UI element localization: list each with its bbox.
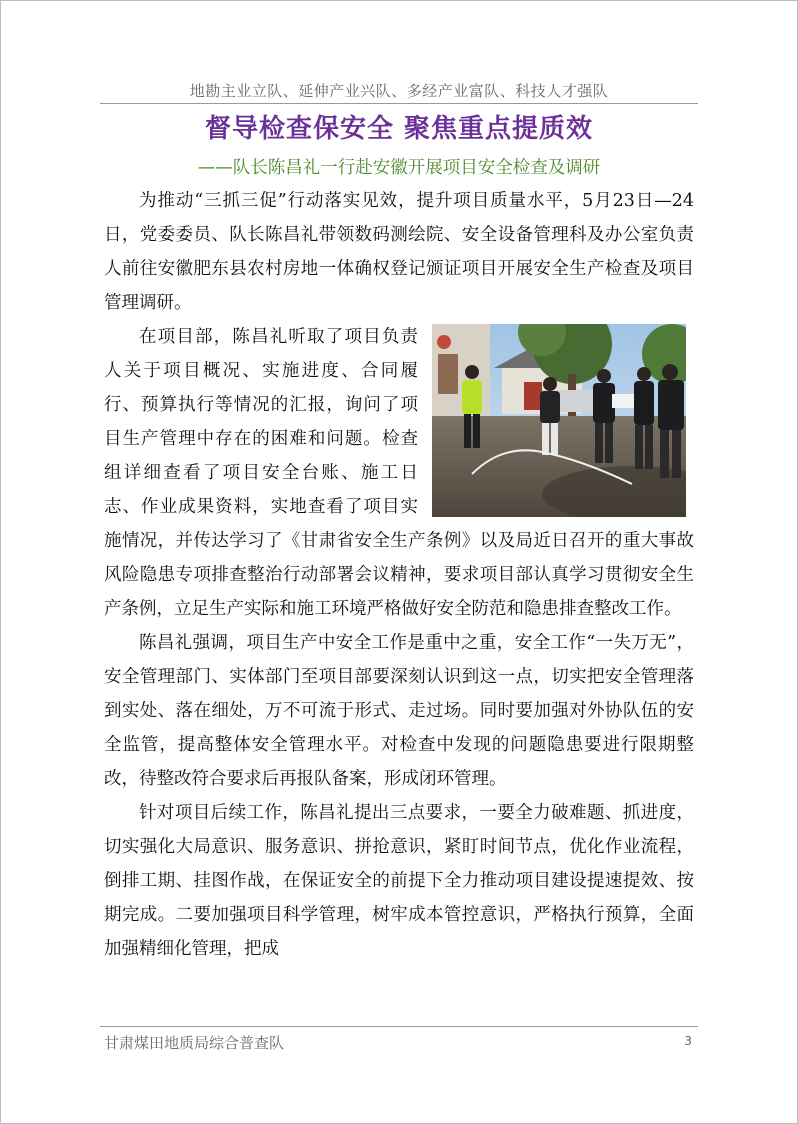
article-body: [104, 184, 694, 966]
paragraph-2: 在项目部，陈昌礼听取了项目负责人关于项目概况、实施进度、合同履行、预算执行等情况的汇报，询问了项目生产管理中存在的困难和问题。检查组详细查看了项目安全台账、施工日志、作业成果资料，实地查看了项目实施情况，并传达学习了《甘肃省安全生产条例》以及局近日召开的重大事故风险隐患专项排查整治行动部署会议精神，要求项目部认真学习贯彻安全生产条例，立足生产实际和施工环境严格做好安全防范和隐患排查整改工作。: [104, 327, 694, 619]
paragraph-4: 针对项目后续工作，陈昌礼提出三点要求，一要全力破难题、抓进度，切实强化大局意识、服务意识、拼抢意识，紧盯时间节点，优化作业流程，倒排工期、挂图作战，在保证安全的前提下全力推动项目建设提速提效、按期完成。二要加强项目科学管理，树牢成本管控意识，严格执行预算，全面加强精细化管理，把成: [104, 803, 694, 959]
article-title: 督导检查保安全 聚焦重点提质效: [204, 114, 594, 144]
footer-rule: [100, 1026, 698, 1027]
paragraph-1: 为推动“三抓三促”行动落实见效，提升项目质量水平，5月23日—24日，党委委员、队长陈昌礼带领数码测绘院、安全设备管理科及办公室负责人前往安徽肥东县农村房地一体确权登记颁证项目开展安全生产检查及项目管理调研。: [104, 191, 694, 313]
header-rule: [100, 103, 698, 104]
paragraph-3: 陈昌礼强调，项目生产中安全工作是重中之重，安全工作“一失万无”，安全管理部门、实体部门至项目部要深刻认识到这一点，切实把安全管理落到实处、落在细处，万不可流于形式、走过场。同时要加强对外协队伍的安全监管，提高整体安全管理水平。对检查中发现的问题隐患要进行限期整改，待整改符合要求后再报队备案，形成闭环管理。: [104, 633, 694, 789]
page-number: 3: [684, 1034, 692, 1048]
running-header: 地勘主业立队、延伸产业兴队、多经产业富队、科技人才强队: [189, 82, 609, 100]
footer-organization: 甘肃煤田地质局综合普查队: [104, 1034, 285, 1052]
article-subtitle: ——队长陈昌礼一行赴安徽开展项目安全检查及调研: [197, 158, 601, 178]
inspection-photo: [432, 324, 686, 517]
